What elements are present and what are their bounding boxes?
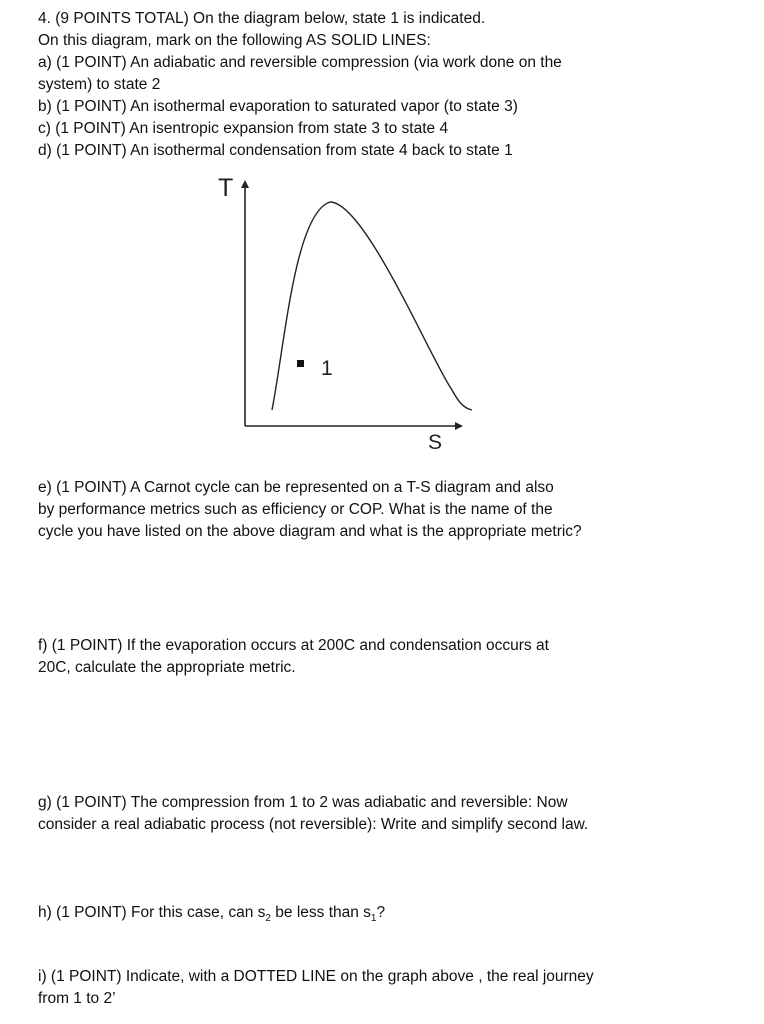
problem-title: 4. (9 POINTS TOTAL) On the diagram below, state 1 is indicated. xyxy=(38,10,486,27)
question-h-part-c: ? xyxy=(376,904,386,921)
question-f-line2: 20C, calculate the appropriate metric. xyxy=(38,659,296,676)
ts-diagram xyxy=(200,168,490,458)
subscript-2: 2 xyxy=(265,913,271,924)
x-axis-arrow xyxy=(455,422,463,430)
part-b-text: b) (1 POINT) An isothermal evaporation to saturated vapor (to state 3) xyxy=(38,98,518,115)
state-1-label: 1 xyxy=(321,357,333,380)
question-g-line1: g) (1 POINT) The compression from 1 to 2 was adiabatic and reversible: Now xyxy=(38,794,568,811)
part-d-text: d) (1 POINT) An isothermal condensation from state 4 back to state 1 xyxy=(38,142,513,159)
question-f-line1: f) (1 POINT) If the evaporation occurs at 200C and condensation occurs at xyxy=(38,637,549,654)
question-i-line2: from 1 to 2’ xyxy=(38,990,116,1007)
instruction-text: On this diagram, mark on the following AS SOLID LINES: xyxy=(38,32,431,49)
state-1-marker xyxy=(297,360,304,367)
part-a-line2: system) to state 2 xyxy=(38,76,161,93)
part-a-line1: a) (1 POINT) An adiabatic and reversible compression (via work done on the xyxy=(38,54,562,71)
question-i-line1: i) (1 POINT) Indicate, with a DOTTED LINE on the graph above , the real journey xyxy=(38,968,594,985)
question-e-line1: e) (1 POINT) A Carnot cycle can be represented on a T-S diagram and also xyxy=(38,479,554,496)
question-g-line2: consider a real adiabatic process (not reversible): Write and simplify second law. xyxy=(38,816,589,833)
question-e-line3: cycle you have listed on the above diagram and what is the appropriate metric? xyxy=(38,523,582,540)
y-axis-arrow xyxy=(241,180,249,188)
question-h-text xyxy=(38,903,385,924)
y-axis-label: T xyxy=(218,174,234,202)
saturation-dome-curve xyxy=(272,202,472,410)
question-h-part-b: be less than s xyxy=(270,904,371,921)
part-c-text: c) (1 POINT) An isentropic expansion from state 3 to state 4 xyxy=(38,120,449,137)
subscript-1: 1 xyxy=(370,913,377,924)
x-axis-label: S xyxy=(428,431,443,454)
question-e-line2: by performance metrics such as efficiency or COP. What is the name of the xyxy=(38,501,553,518)
question-h-part-a: h) (1 POINT) For this case, can s xyxy=(38,904,266,921)
